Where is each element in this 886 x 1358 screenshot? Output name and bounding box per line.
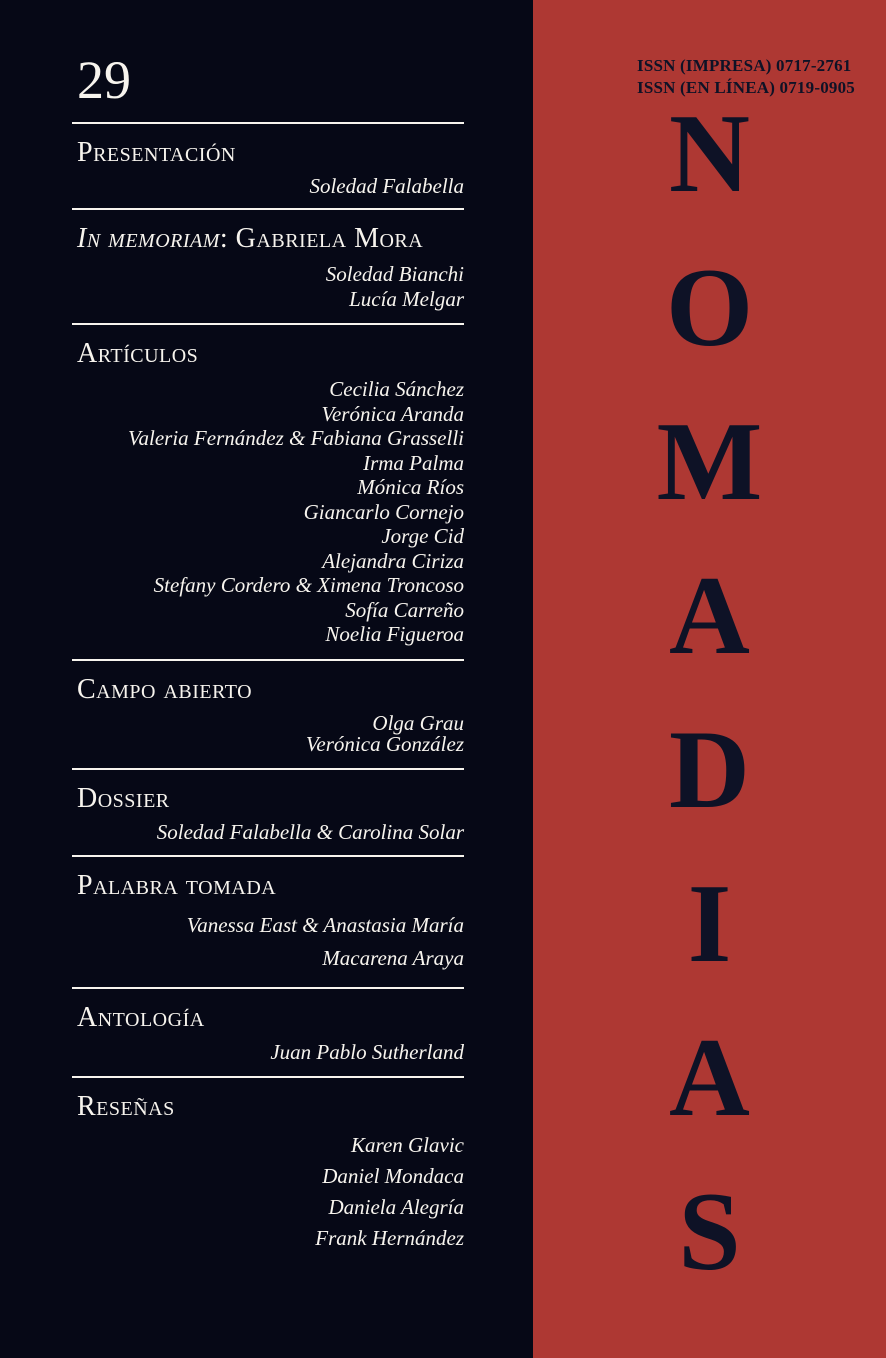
author-name: Irma Palma bbox=[363, 450, 464, 475]
title-letter-8: S bbox=[678, 1170, 741, 1294]
table-of-contents bbox=[72, 122, 464, 1254]
author-list bbox=[72, 176, 464, 196]
section-heading-text: Dossier bbox=[77, 782, 170, 814]
section-heading-text: Antología bbox=[77, 1001, 205, 1033]
author-name: Olga Grau bbox=[372, 710, 464, 735]
title-letter-1: N bbox=[669, 92, 750, 216]
section-divider bbox=[72, 208, 464, 210]
author-name: Mónica Ríos bbox=[357, 475, 464, 499]
author-list bbox=[72, 710, 464, 756]
section-divider bbox=[72, 323, 464, 325]
author-name: Daniel Mondaca bbox=[322, 1163, 464, 1188]
section-heading-text: Artículos bbox=[77, 338, 199, 369]
author-name: Lucía Melgar bbox=[349, 286, 464, 311]
section-heading-text: : Gabriela Mora bbox=[219, 223, 424, 254]
author-list bbox=[72, 909, 464, 975]
toc-section-antologia bbox=[72, 987, 464, 1064]
toc-section-presentacion bbox=[72, 122, 464, 196]
author-name: Soledad Bianchi bbox=[325, 262, 464, 286]
title-letter-5: D bbox=[669, 708, 750, 832]
author-name: Jorge Cid bbox=[381, 524, 464, 548]
section-divider bbox=[72, 987, 464, 989]
section-divider bbox=[72, 122, 464, 124]
section-heading-text: Presentación bbox=[77, 137, 236, 168]
section-divider bbox=[72, 768, 464, 770]
section-heading-dossier bbox=[72, 784, 464, 814]
section-heading-text: Palabra tomada bbox=[77, 869, 277, 901]
author-name: Noelia Figueroa bbox=[325, 622, 464, 646]
section-heading-antologia bbox=[72, 1003, 464, 1033]
toc-section-resenas bbox=[72, 1076, 464, 1254]
author-name: Macarena Araya bbox=[322, 945, 464, 970]
section-divider bbox=[72, 1076, 464, 1078]
author-name: Frank Hernández bbox=[315, 1225, 464, 1250]
section-heading-presentacion bbox=[72, 138, 464, 168]
author-name: Giancarlo Cornejo bbox=[303, 499, 464, 524]
section-heading-text: Campo abierto bbox=[77, 673, 253, 705]
toc-section-articulos bbox=[72, 323, 464, 647]
author-list bbox=[72, 1041, 464, 1064]
author-list bbox=[72, 262, 464, 311]
author-name: Alejandra Ciriza bbox=[322, 548, 464, 573]
title-letter-6: I bbox=[687, 862, 732, 986]
toc-section-dossier bbox=[72, 768, 464, 843]
author-name: Sofía Carreño bbox=[345, 597, 464, 622]
author-name: Stefany Cordero & Ximena Troncoso bbox=[153, 573, 464, 597]
section-heading-articulos bbox=[72, 339, 464, 369]
author-name: Daniela Alegría bbox=[328, 1194, 464, 1219]
issn-online: ISSN (EN LÍNEA) 0719-0905 bbox=[637, 78, 855, 97]
author-list bbox=[72, 1130, 464, 1254]
section-divider bbox=[72, 659, 464, 661]
toc-section-campo-abierto bbox=[72, 659, 464, 756]
section-heading-italic: In memoriam bbox=[77, 223, 220, 254]
issue-number: 29 bbox=[77, 50, 131, 110]
section-divider bbox=[72, 855, 464, 857]
author-name: Soledad Falabella & Carolina Solar bbox=[156, 819, 464, 844]
author-name: Verónica González bbox=[305, 732, 464, 756]
issn-print: ISSN (IMPRESA) 0717-2761 bbox=[637, 56, 852, 75]
author-name: Vanessa East & Anastasia María bbox=[186, 912, 464, 937]
author-name: Karen Glavic bbox=[351, 1132, 464, 1157]
author-name: Soledad Falabella bbox=[309, 174, 464, 198]
author-list bbox=[72, 377, 464, 647]
author-name: Juan Pablo Sutherland bbox=[270, 1039, 464, 1064]
author-list bbox=[72, 819, 464, 844]
title-letter-2: O bbox=[665, 246, 754, 370]
section-heading-campo-abierto bbox=[72, 675, 464, 705]
author-name: Verónica Aranda bbox=[321, 401, 464, 426]
author-name: Valeria Fernández & Fabiana Grasselli bbox=[128, 426, 464, 450]
section-heading-text: Reseñas bbox=[77, 1090, 175, 1122]
contents-panel bbox=[72, 0, 464, 1254]
title-letter-7: A bbox=[669, 1016, 750, 1140]
section-heading-in-memoriam bbox=[72, 224, 464, 254]
title-letter-4: A bbox=[669, 554, 750, 678]
section-heading-resenas bbox=[72, 1092, 464, 1122]
title-panel bbox=[533, 0, 886, 1358]
toc-section-palabra-tomada bbox=[72, 855, 464, 975]
toc-section-in-memoriam bbox=[72, 208, 464, 311]
journal-title-vertical bbox=[533, 77, 886, 1309]
author-name: Cecilia Sánchez bbox=[329, 377, 464, 401]
title-letter-3: M bbox=[656, 400, 763, 524]
section-heading-palabra-tomada bbox=[72, 871, 464, 901]
